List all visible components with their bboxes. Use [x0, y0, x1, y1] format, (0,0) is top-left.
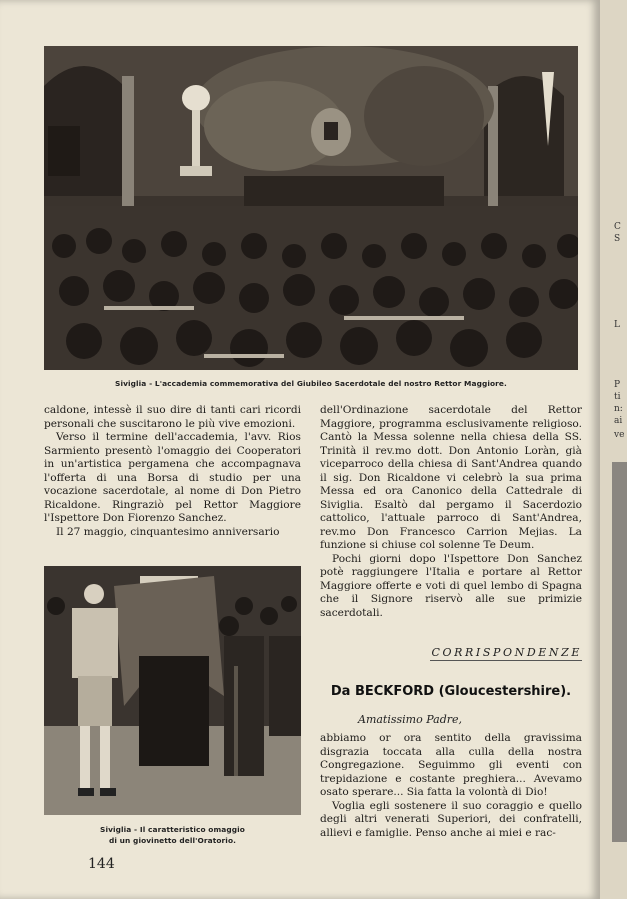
edge-fragment: n:: [614, 404, 623, 414]
bottom-photo-caption-line-2: di un giovinetto dell'Oratorio.: [108, 836, 237, 845]
edge-fragment: C: [614, 222, 621, 232]
right-paragraph-2: Pochi giorni dopo l'Ispettore Don Sanchez potè raggiungere l'Italia e portare al Rettor Maggiore offerte e voti di quel lembo di Spagna che il Signore riservò alle sue primizie sacerdotali.: [320, 552, 582, 619]
letter-paragraph-2: Voglia egli sostenere il suo coraggio e quello degli altri venerati Superiori, dei confratelli, allievi e famiglie. Penso anche ai miei e rac-: [320, 799, 582, 839]
left-paragraph-2: Verso il termine dell'accademia, l'avv. Rios Sarmiento presentò l'omaggio dei Cooperatori in un'artistica pergamena che accompagnava l'offerta di una Borsa di studio per una vocazione sacerdotale, al nome di Don Pietro Ricaldone. Ringraziò pel Rettor Maggiore l'Ispettore Don Fiorenzo Sanchez.: [44, 431, 301, 524]
adjacent-page-edge: [600, 0, 627, 899]
letter-heading: Da BECKFORD (Gloucestershire).: [330, 684, 572, 699]
right-column-text: [320, 404, 582, 620]
top-photo-caption: Siviglia - L'accademia commemorativa del Giubileo Sacerdotale del nostro Rettor Maggiore.: [115, 379, 507, 388]
page-number: 144: [88, 856, 115, 872]
left-paragraph-3: Il 27 maggio, cinquantesimo anniversario: [56, 525, 280, 538]
top-photo: [44, 46, 578, 370]
edge-fragment: S: [614, 234, 621, 244]
bottom-photo-caption-line-1: Siviglia - Il caratteristico omaggio: [100, 825, 245, 834]
edge-fragment: L: [614, 320, 620, 330]
section-heading: CORRISPONDENZE: [320, 646, 582, 659]
bottom-photo: [44, 566, 301, 815]
edge-fragment: P: [614, 380, 621, 390]
right-paragraph-1: dell'Ordinazione sacerdotale del Rettor Maggiore, programma esclusivamente religioso. Cantò la Messa solenne nella chiesa della SS. Trinità il rev.mo dott. Don Antonio Loràn, già viceparroco della chiesa di Sant'Andrea quando il sig. Don Ricaldone vi celebrò la sua prima Messa ed ora Canonico della Cattedrale di Siviglia. Esaltò dal pergamo il Sacerdozio cattolico, l'attuale parroco di Sant'Andrea, rev.mo Don Francesco Carrion Mejias. La funzione si chiuse col solenne Te Deum.: [320, 404, 582, 551]
edge-photo-strip: [612, 462, 627, 842]
letter-paragraph-1: abbiamo or ora sentito della gravissima disgrazia toccata alla culla della nostra Congregazione. Seguimmo gli eventi con trepidazione e costante preghiera... Avevamo osato sperare... Sia fatta la volontà di Dio!: [320, 732, 582, 798]
letter-body: [320, 732, 582, 840]
edge-fragment: ve: [614, 430, 625, 440]
left-paragraph-1: caldone, intessè il suo dire di tanti cari ricordi personali che suscitarono le più vive emozioni.: [44, 404, 301, 430]
edge-fragment: ti: [614, 392, 621, 402]
left-column-text: [44, 404, 301, 539]
letter-salutation: Amatissimo Padre,: [358, 713, 463, 726]
edge-fragment: ai: [614, 416, 623, 426]
